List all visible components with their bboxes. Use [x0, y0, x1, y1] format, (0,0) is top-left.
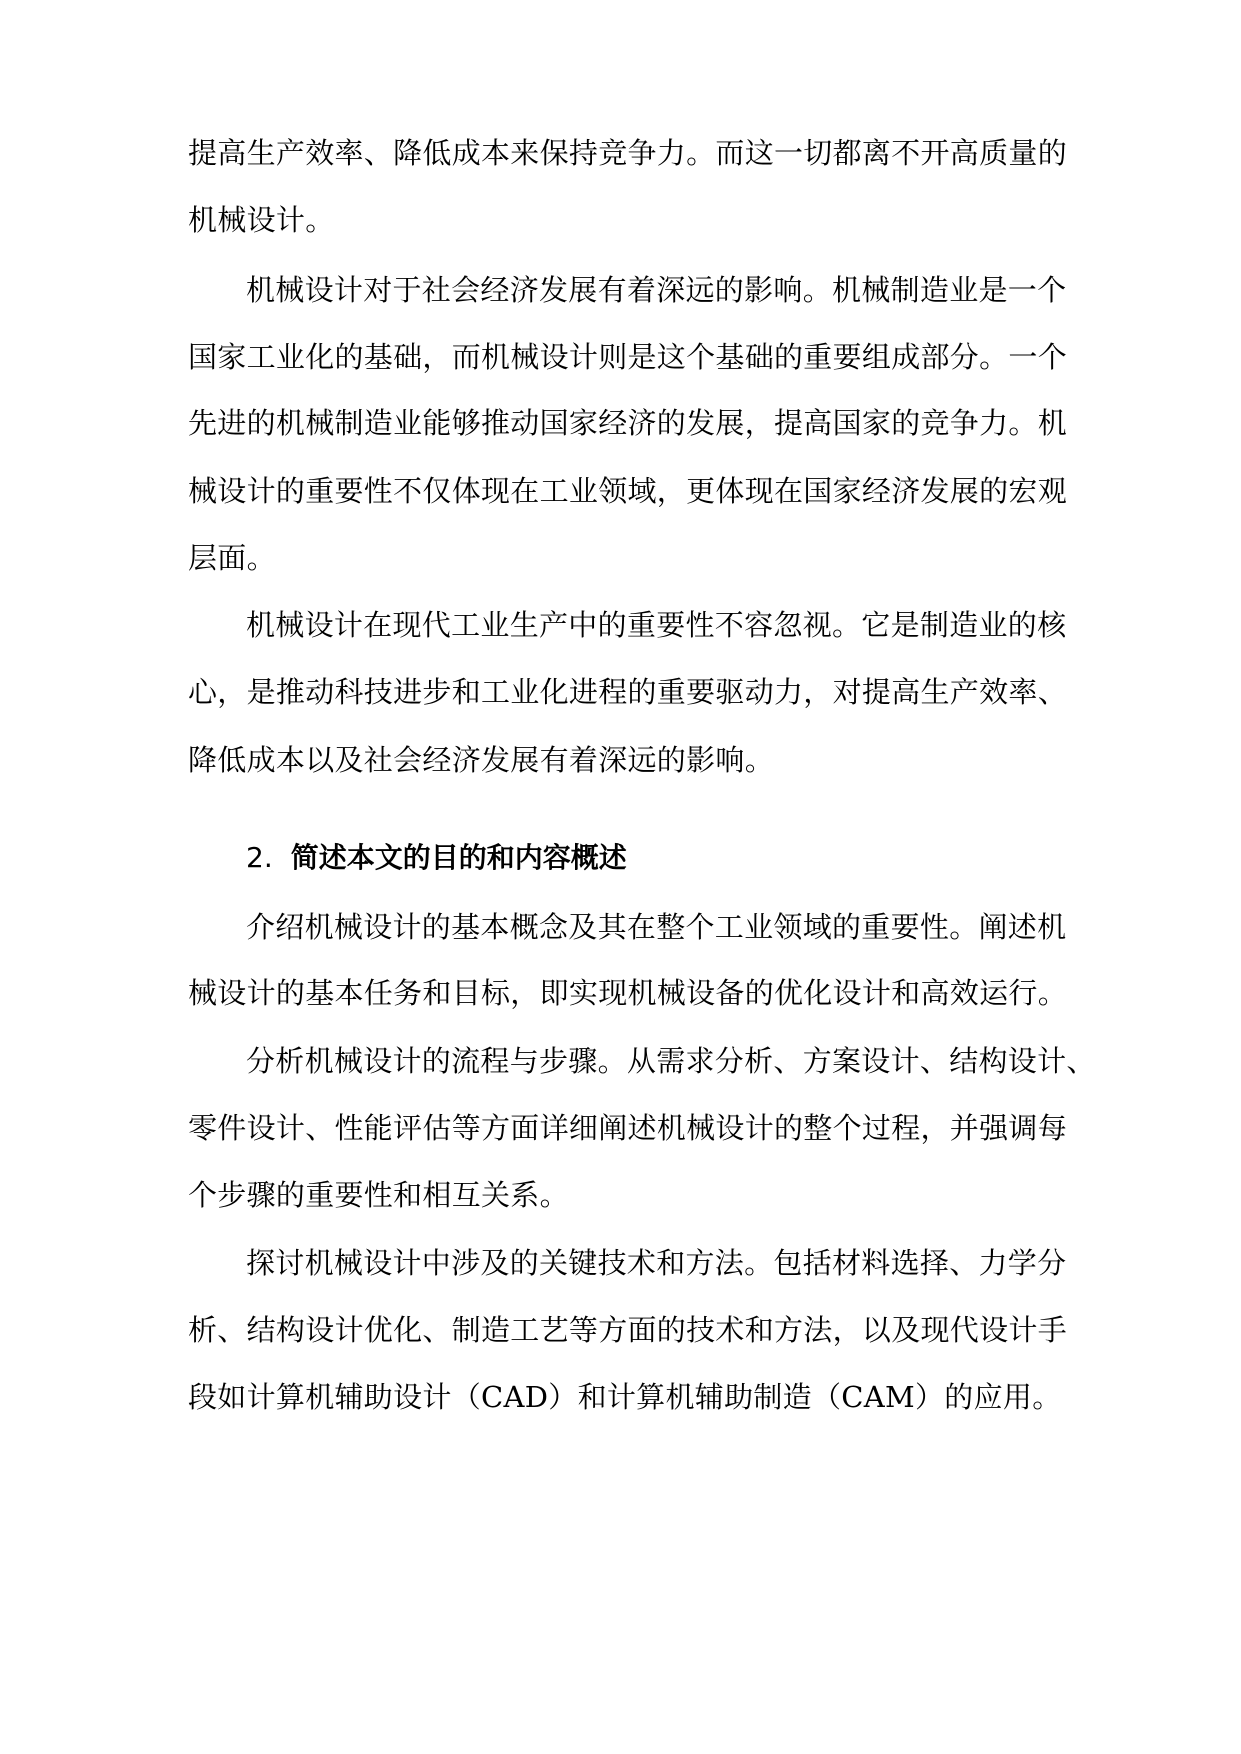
section-number: 2. — [246, 841, 273, 874]
paragraph-line: 降低成本以及社会经济发展有着深远的影响。 — [188, 743, 775, 777]
paragraph-line: 机械设计。 — [188, 203, 335, 237]
section-title: 简述本文的目的和内容概述 — [290, 841, 627, 874]
paragraph-line: 国家工业化的基础，而机械设计则是这个基础的重要组成部分。一个 — [188, 340, 1068, 374]
paragraph-line: 分析机械设计的流程与步骤。从需求分析、方案设计、结构设计、 — [246, 1044, 1096, 1078]
paragraph-line: 层面。 — [188, 541, 276, 575]
paragraph-line: 提高生产效率、降低成本来保持竞争力。而这一切都离不开高质量的 — [188, 136, 1068, 170]
paragraph-line: 先进的机械制造业能够推动国家经济的发展，提高国家的竞争力。机 — [188, 406, 1068, 440]
paragraph-line: 心，是推动科技进步和工业化进程的重要驱动力，对提高生产效率、 — [188, 675, 1068, 709]
paragraph-line: 械设计的重要性不仅体现在工业领域，更体现在国家经济发展的宏观 — [188, 474, 1068, 508]
section-heading — [246, 838, 627, 878]
paragraph-line: 个步骤的重要性和相互关系。 — [188, 1178, 569, 1212]
paragraph-line: 械设计的基本任务和目标，即实现机械设备的优化设计和高效运行。 — [188, 976, 1068, 1010]
paragraph-line: 零件设计、性能评估等方面详细阐述机械设计的整个过程，并强调每 — [188, 1111, 1068, 1145]
paragraph-line: 机械设计对于社会经济发展有着深远的影响。机械制造业是一个 — [246, 273, 1067, 307]
paragraph-line: 介绍机械设计的基本概念及其在整个工业领域的重要性。阐述机 — [246, 910, 1067, 944]
paragraph-line: 析、结构设计优化、制造工艺等方面的技术和方法，以及现代设计手 — [188, 1313, 1068, 1347]
paragraph-line: 机械设计在现代工业生产中的重要性不容忽视。它是制造业的核 — [246, 608, 1067, 642]
paragraph-line: 段如计算机辅助设计（CAD）和计算机辅助制造（CAM）的应用。 — [188, 1380, 1062, 1414]
paragraph-line: 探讨机械设计中涉及的关键技术和方法。包括材料选择、力学分 — [246, 1246, 1067, 1280]
